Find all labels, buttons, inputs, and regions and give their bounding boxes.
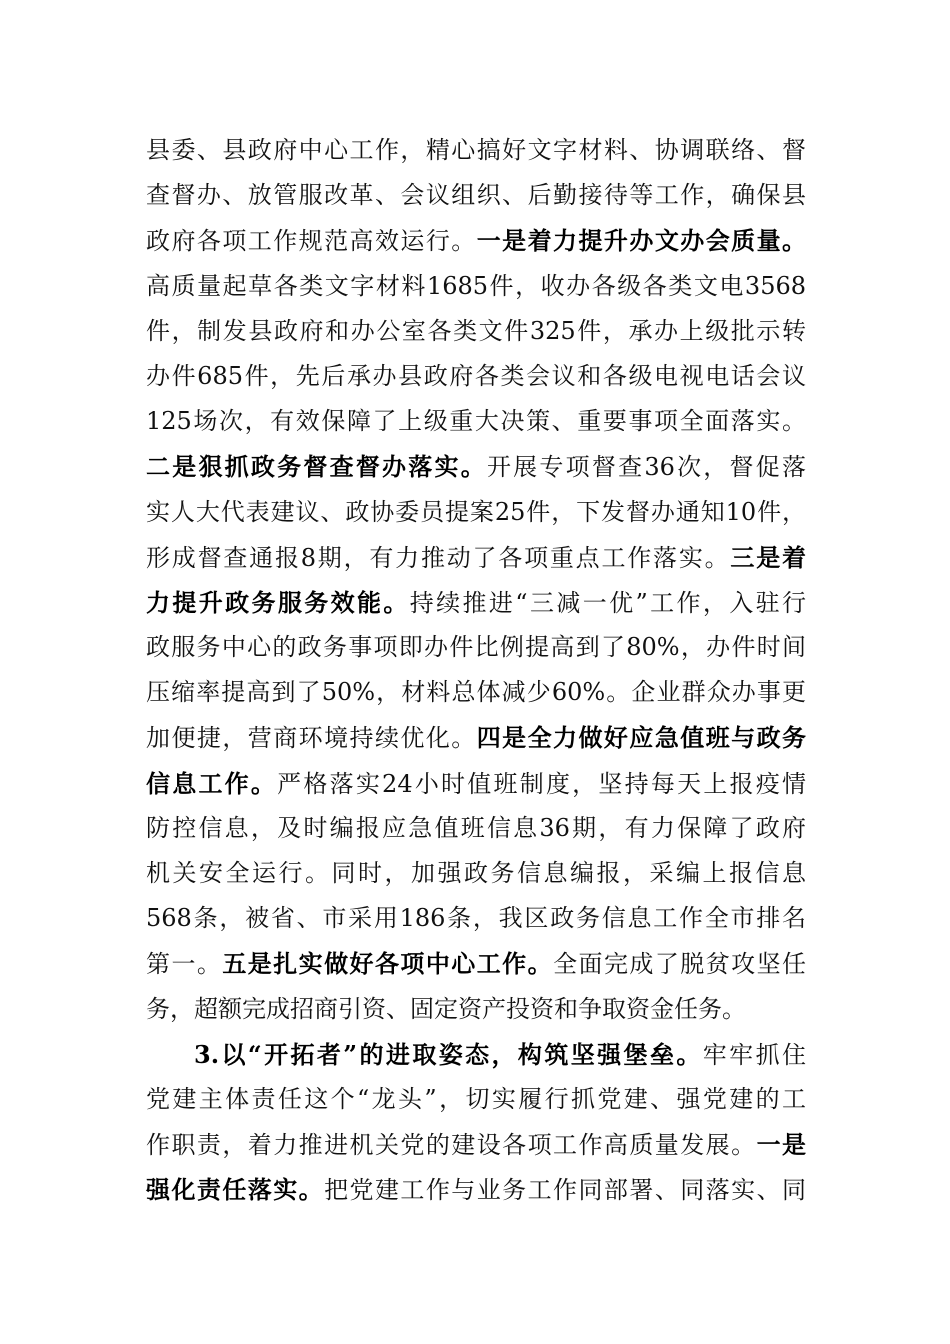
text-line: [146, 715, 806, 760]
bold-heading: 信息工作。: [146, 768, 278, 798]
text-line: [146, 580, 806, 625]
bold-heading: 三是着: [730, 542, 806, 572]
text-line: 县委、县政府中心工作，精心搞好文字材料、协调联络、督: [146, 136, 806, 164]
text-line: 办件685件，先后承办县政府各类会议和各级电视电话会议: [146, 361, 806, 390]
text-span: 形成督查通报8期，有力推动了各项重点工作落实。: [146, 543, 731, 572]
bold-heading: 强化责任落实。: [146, 1175, 325, 1205]
paragraph-party-building: [146, 1032, 806, 1213]
text-line: 件，制发县政府和办公室各类文件325件，承办上级批示转: [146, 316, 806, 345]
bold-heading: 力提升政务服务效能。: [146, 587, 410, 617]
text-line: 125场次，有效保障了上级重大决策、重要事项全面落实。: [146, 407, 806, 436]
bold-heading: 五是扎实做好各项中心工作。: [222, 949, 554, 979]
document-page: [146, 128, 806, 1213]
bold-heading: 四是全力做好应急值班与政务: [476, 723, 807, 753]
bold-heading: 二是狠抓政务督查督办落实。: [146, 452, 487, 482]
text-line: [146, 444, 806, 489]
text-span: 开展专项督查36次，督促落: [486, 453, 806, 482]
text-line: [146, 1032, 806, 1077]
text-line: 政服务中心的政务事项即办件比例提高到了80%，办件时间: [146, 633, 806, 662]
text-span: 严格落实24小时值班制度，坚持每天上报疫情: [277, 769, 806, 798]
text-line: [146, 535, 806, 580]
text-line: 高质量起草各类文字材料1685件，收办各级各类文电3568: [146, 271, 806, 300]
text-span: 全面完成了脱贫攻坚任: [553, 950, 807, 979]
text-line: 实人大代表建议、政协委员提案25件，下发督办通知10件，: [146, 497, 806, 526]
text-line: [146, 1122, 806, 1167]
text-span: 持续推进“三减一优”工作，入驻行: [409, 588, 806, 617]
text-span: 加便捷，营商环境持续优化。: [146, 724, 477, 753]
text-span: 把党建工作与业务工作同部署、同落实、同: [324, 1176, 807, 1205]
bold-heading: 一是: [756, 1130, 807, 1160]
bold-heading: 一是着力提升办文办会质量。: [476, 226, 807, 256]
text-line: 党建主体责任这个“龙头”，切实履行抓党建、强党建的工: [146, 1084, 806, 1113]
text-line: [146, 761, 806, 806]
text-line: 568条，被省、市采用186条，我区政务信息工作全市排名: [146, 904, 806, 933]
text-line: [146, 941, 806, 986]
paragraph-office-work: [146, 128, 806, 1032]
section-heading: 3.以“开拓者”的进取姿态，构筑坚强堡垒。: [194, 1039, 703, 1069]
text-line: 压缩率提高到了50%，材料总体减少60%。企业群众办事更: [146, 678, 806, 707]
text-line: 查督办、放管服改革、会议组织、后勤接待等工作，确保县: [146, 181, 806, 210]
text-span: 第一。: [146, 950, 223, 979]
text-line: [146, 1167, 806, 1212]
text-line: 机关安全运行。同时，加强政务信息编报，采编上报信息: [146, 859, 806, 887]
text-span: 牢牢抓住: [702, 1040, 806, 1069]
text-line: [146, 218, 806, 263]
text-line: 防控信息，及时编报应急值班信息36期，有力保障了政府: [146, 813, 806, 842]
text-line: 务，超额完成招商引资、固定资产投资和争取资金任务。: [146, 994, 746, 1023]
text-span: 作职责，着力推进机关党的建设各项工作高质量发展。: [146, 1131, 757, 1160]
text-span: 政府各项工作规范高效运行。: [146, 227, 477, 256]
